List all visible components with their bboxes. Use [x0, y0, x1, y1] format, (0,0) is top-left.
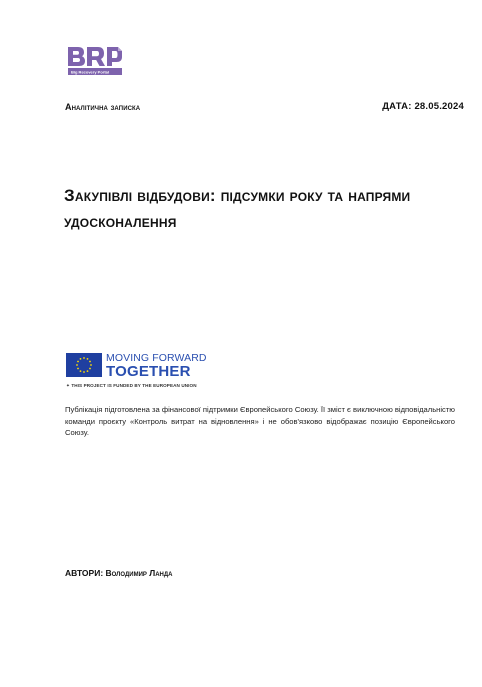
eu-funding-logo	[66, 353, 216, 393]
eu-slogan-line2: TOGETHER	[106, 363, 191, 380]
eu-flag-icon	[66, 353, 102, 377]
document-title: Закупівлі відбудови: підсумки року та напрями удосконалення	[64, 186, 411, 231]
eu-funded-note: ✦ THIS PROJECT IS FUNDED BY THE EUROPEAN UNION	[66, 383, 197, 388]
document-type-label: Аналітична записка	[65, 102, 141, 112]
eu-slogan-line1: MOVING FORWARD	[106, 352, 207, 364]
authors-label: АВТОРИ:	[65, 568, 104, 578]
funding-disclaimer: Публікація підготовлена за фінансової підтримки Європейського Союзу. Її зміст є виключною відповідальністю команди проєкту «Контроль витрат на відновлення» і не обов'язково відображає позицію Європейського Союзу.	[65, 405, 455, 437]
authors-line	[65, 568, 172, 578]
brp-logo	[66, 45, 128, 77]
svg-text:Big Recovery Portal: Big Recovery Portal	[71, 69, 110, 75]
author-name: Володимир Ланда	[105, 568, 173, 578]
document-date: ДАТА: 28.05.2024	[382, 101, 464, 112]
